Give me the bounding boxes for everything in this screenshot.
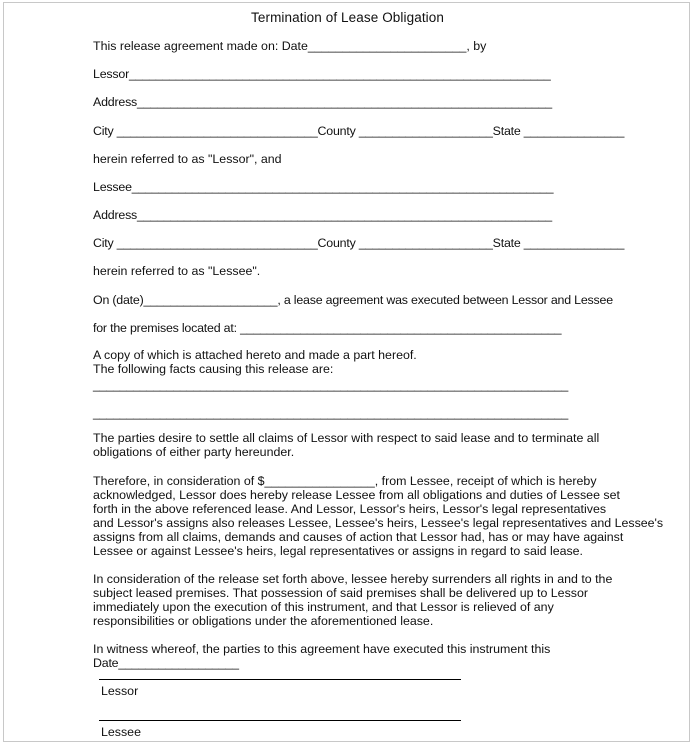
witness-date-field[interactable]: Date__________________: [93, 656, 239, 670]
page-title: Termination of Lease Obligation: [251, 10, 444, 25]
therefore-paragraph-line: and Lessor's assigns also releases Lessee, Lessee's heirs, Lessee's legal representatives and Lessee's: [93, 516, 664, 530]
therefore-paragraph-line: acknowledged, Lessor does hereby release Lessee from all obligations and duties of Lessee set: [93, 488, 620, 502]
surrender-paragraph-line: subject leased premises. That possession of said premises shall be delivered up to Lessor: [93, 586, 588, 600]
lease-execution-date-field[interactable]: On (date)____________________, a lease agreement was executed between Lessor and Lessee: [93, 293, 613, 307]
therefore-paragraph-line: forth in the above referenced lease. And Lessor, Lessor's heirs, Lessor's legal representatives: [93, 502, 607, 516]
lessee-signature-label: Lessee: [101, 725, 141, 739]
facts-blank-line-2[interactable]: _______________________________________________________________________: [93, 406, 569, 420]
lessor-signature-label: Lessor: [101, 684, 139, 698]
facts-blank-line-1[interactable]: _______________________________________________________________________: [93, 378, 569, 392]
lessee-city-county-state-field[interactable]: City ______________________________County ____________________State _______________: [93, 236, 625, 250]
therefore-paragraph-line: assigns from all claims, demands and causes of action that Lessor had, has or may have against: [93, 530, 624, 544]
premises-location-field[interactable]: for the premises located at: ________________________________________________: [93, 321, 562, 335]
lessee-name-field[interactable]: Lessee_______________________________________________________________: [93, 180, 554, 194]
settle-paragraph-line: The parties desire to settle all claims of Lessor with respect to said lease and to terminate all: [93, 431, 600, 445]
settle-paragraph-line: obligations of either party hereunder.: [93, 445, 295, 459]
lessor-city-county-state-field[interactable]: City ______________________________County ____________________State _______________: [93, 124, 625, 138]
intro-date-line: This release agreement made on: Date_______________________, by: [93, 39, 487, 53]
surrender-paragraph-line: immediately upon the execution of this instrument, and that Lessor is relieved of any: [93, 600, 554, 614]
lessee-referred-to-text: herein referred to as "Lessee".: [93, 264, 261, 278]
document-page: [3, 2, 690, 742]
attached-copy-text: A copy of which is attached hereto and made a part hereof.: [93, 348, 417, 362]
lessee-address-field[interactable]: Address______________________________________________________________: [93, 208, 552, 222]
lessor-name-field[interactable]: Lessor_______________________________________________________________: [93, 67, 551, 81]
therefore-paragraph-line: Therefore, in consideration of $________________, from Lessee, receipt of which is hereby: [93, 474, 597, 488]
witness-whereof-text: In witness whereof, the parties to this agreement have executed this instrument this: [93, 642, 551, 656]
lessor-referred-to-text: herein referred to as "Lessor", and: [93, 152, 282, 166]
document-content: [4, 3, 690, 741]
lessor-address-field[interactable]: Address______________________________________________________________: [93, 95, 552, 109]
lessor-signature-line[interactable]: [99, 679, 461, 680]
surrender-paragraph-line: In consideration of the release set forth above, lessee hereby surrenders all rights in and to the: [93, 572, 613, 586]
lessee-signature-line[interactable]: [99, 720, 461, 721]
therefore-paragraph-line: Lessee or against Lessee's heirs, legal representatives or assigns in regard to said lease.: [93, 544, 584, 558]
surrender-paragraph-line: responsibilities or obligations under the aforementioned lease.: [93, 614, 434, 628]
facts-intro-text: The following facts causing this release are:: [93, 362, 334, 376]
